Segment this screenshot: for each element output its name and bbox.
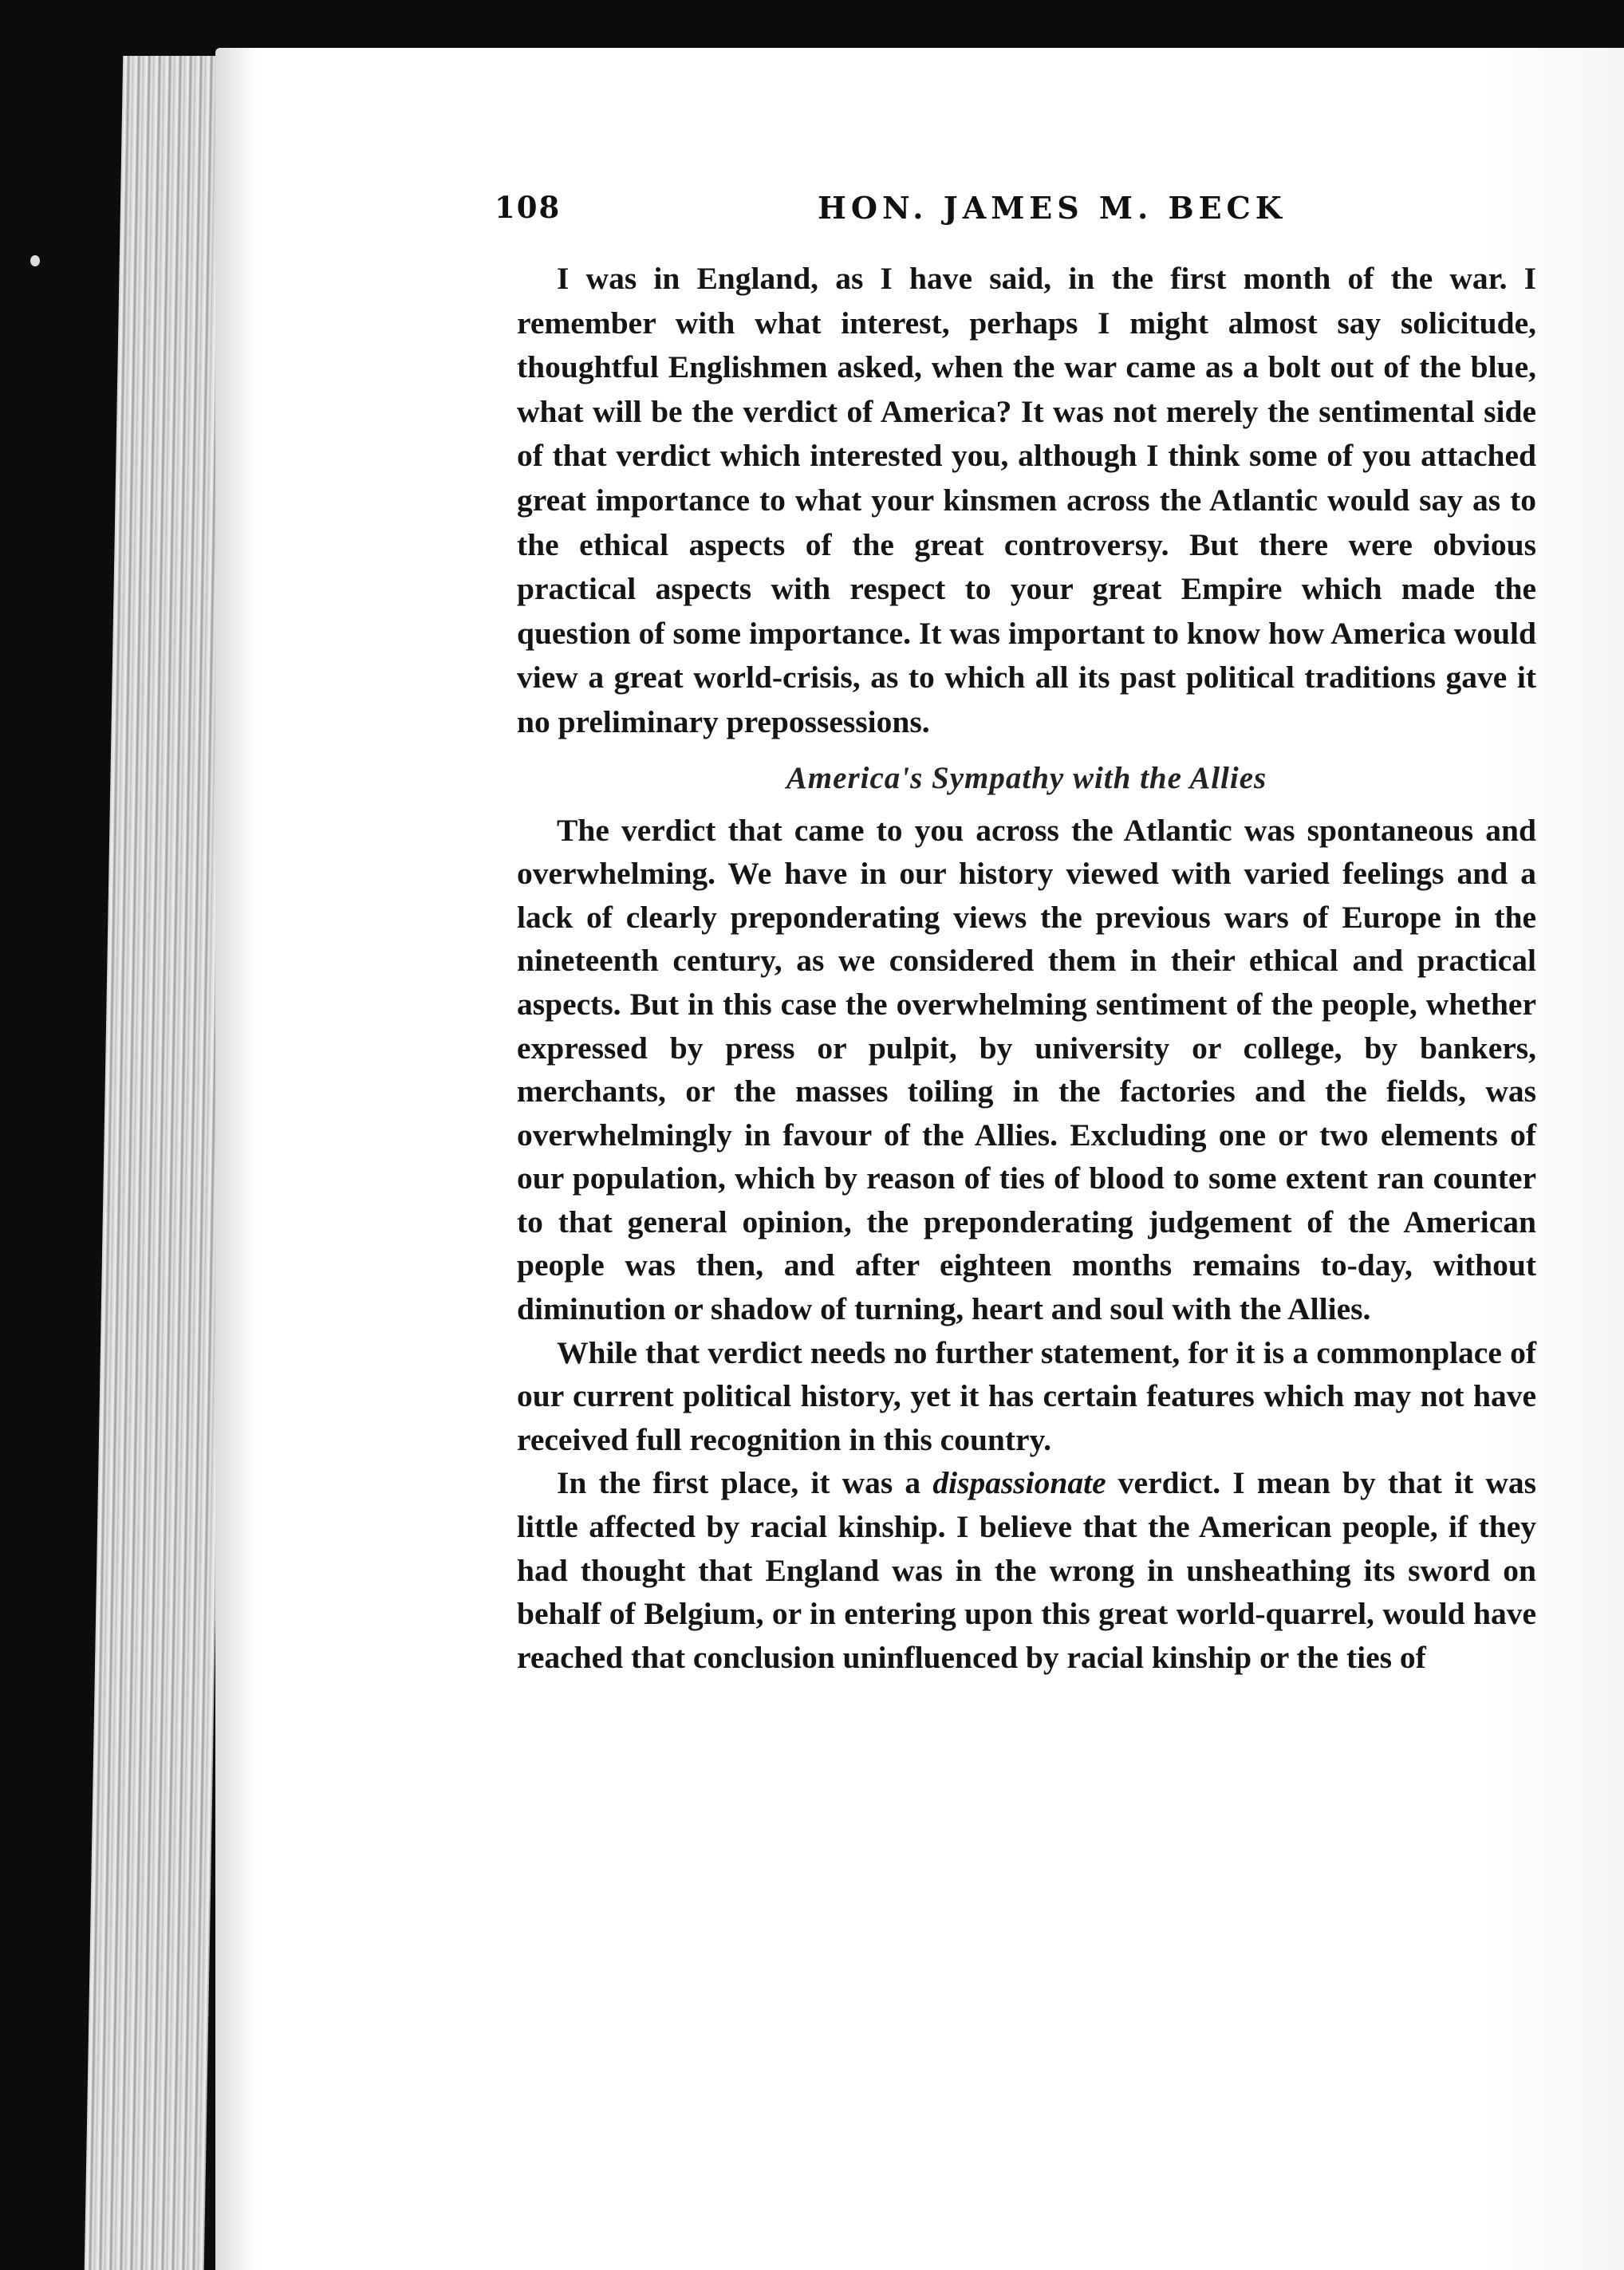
paragraph-text: verdict. I mean by that it was little affected by racial kinship. I believe that the American people, if they had thought that England was in the wrong in unsheathing its sword on behalf of Belgium, or in entering upon this great world-quarrel, would have reached that conclusion uninfluenced by racial kinship or the ties of	[517, 1465, 1536, 1675]
running-head: HON. JAMES M. BECK	[818, 190, 1287, 226]
paragraph	[517, 1461, 1536, 1679]
section-heading: America's Sympathy with the Allies	[786, 760, 1267, 795]
paragraph: While that verdict needs no further statement, for it is a commonplace of our current political history, yet it has certain features which may not have received full recognition in this country.	[517, 1334, 1536, 1457]
page-number: 108	[495, 190, 562, 225]
paragraph: I was in England, as I have said, in the first month of the war. I remember with what interest, perhaps I might almost say solicitude, thoughtful Englishmen asked, when the war came as a bolt out of the blue, what will be the verdict of America? It was not merely the sentimental side of that verdict which interested you, although I think some of you attached great importance to what your kinsmen across the Atlantic would say as to the ethical aspects of the great controversy. But there were obvious practical aspects with respect to your great Empire which made the question of some importance. It was important to know how America would view a great world-crisis, as to which all its past political traditions gave it no preliminary prepossessions.	[517, 261, 1536, 739]
page-header	[495, 190, 1292, 238]
paragraph: The verdict that came to you across the Atlantic was spontaneous and overwhelming. We have in our history viewed with varied feelings and a lack of clearly preponderating views the previous wars of Europe in the nineteenth century, as we considered them in their ethical and practical aspects. But in this case the overwhelming sentiment of the people, whether expressed by press or pulpit, by university or college, by bankers, merchants, or the masses toiling in the factories and the fields, was overwhelmingly in favour of the Allies. Excluding one or two elements of our population, which by reason of ties of blood to some extent ran counter to that general opinion, the preponderating judgement of the American people was then, and after eighteen months remains to-day, without diminution or shadow of turning, heart and soul with the Allies.	[517, 812, 1536, 1327]
page-body	[517, 257, 1536, 1679]
scan-speck	[30, 255, 40, 266]
paragraph-text: In the first place, it was a	[557, 1465, 933, 1501]
emphasized-word: dispassionate	[932, 1465, 1106, 1501]
